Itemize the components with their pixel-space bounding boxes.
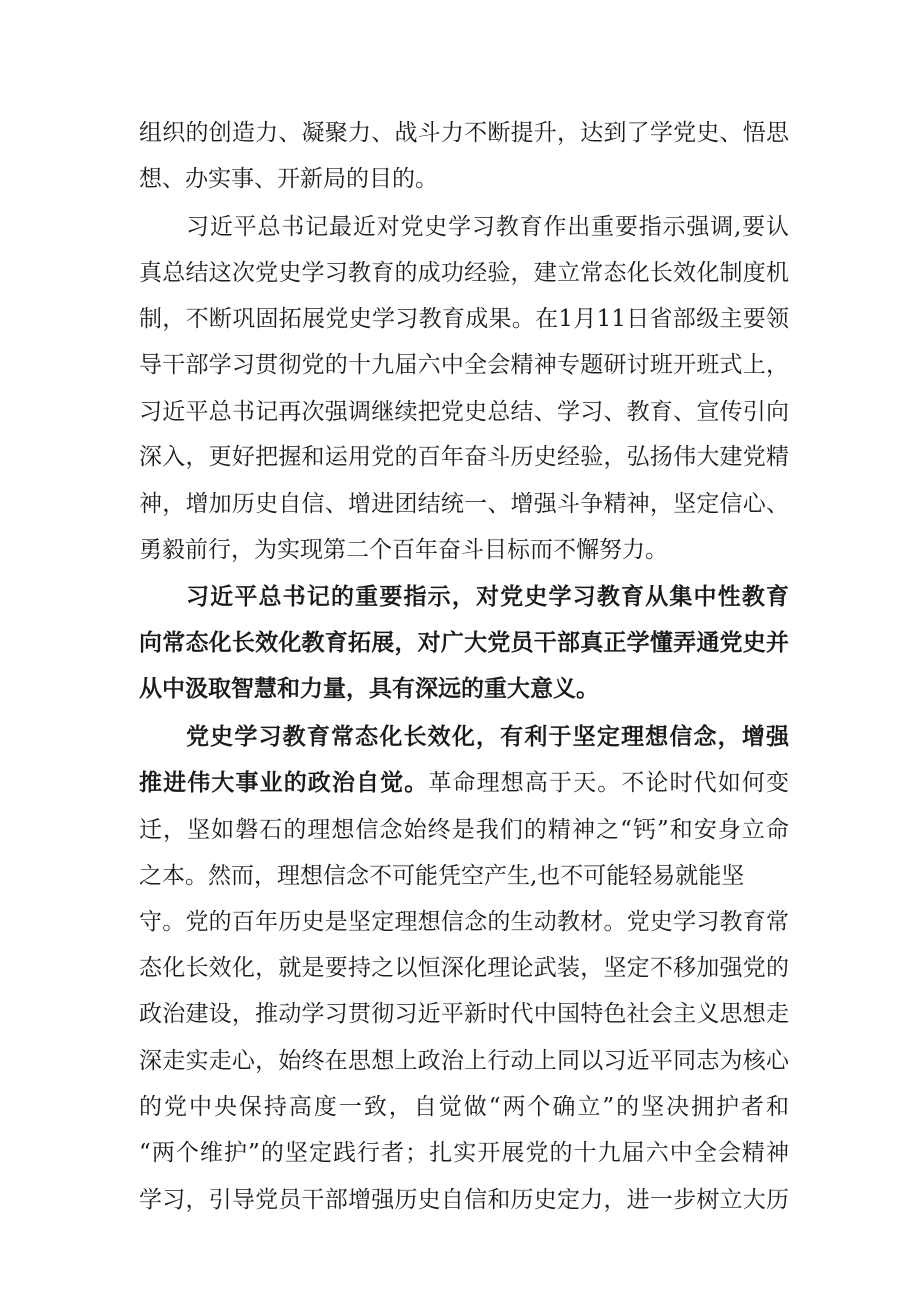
text-line: 深走实走心，始终在思想上政治上行动上同以习近平同志为核心 bbox=[139, 1048, 789, 1074]
text-line: 深入，更好把握和运用党的百年奋斗历史经验，弘扬伟大建党精 bbox=[139, 444, 789, 470]
bold-lead-phrase: 推进伟大事业的政治自觉。 bbox=[139, 770, 429, 796]
text-line: 的党中央保持高度一致，自觉做“两个确立”的坚决拥护者和 bbox=[139, 1094, 789, 1120]
text-line-mixed bbox=[139, 768, 789, 798]
text-run: 革命理想高于天。不论时代如何变 bbox=[428, 770, 790, 796]
text-line: 习近平总书记最近对党史学习教育作出重要指示强调,要认 bbox=[186, 214, 789, 240]
text-line: 组织的创造力、凝聚力、战斗力不断提升，达到了学党史、悟思 bbox=[139, 120, 789, 146]
text-line: 神，增加历史自信、增进团结统一、增强斗争精神，坚定信心、 bbox=[139, 491, 789, 517]
text-line-bold: 向常态化长效化教育拓展，对广大党员干部真正学懂弄通党史并 bbox=[139, 630, 789, 656]
text-line: 想、办实事、开新局的目的。 bbox=[139, 166, 438, 192]
text-line: “两个维护”的坚定践行者；扎实开展党的十九届六中全会精神 bbox=[139, 1140, 789, 1166]
text-line: 勇毅前行，为实现第二个百年奋斗目标而不懈努力。 bbox=[139, 537, 668, 563]
text-line: 迁，坚如磐石的理想信念始终是我们的精神之“钙”和安身立命 bbox=[139, 817, 789, 843]
text-line: 制，不断巩固拓展党史学习教育成果。在1月11日省部级主要领 bbox=[139, 306, 789, 332]
text-line: 习近平总书记再次强调继续把党史总结、学习、教育、宣传引向 bbox=[139, 399, 789, 425]
text-line: 真总结这次党史学习教育的成功经验，建立常态化长效化制度机 bbox=[139, 260, 789, 286]
text-line: 之本。然而，理想信念不可能凭空产生,也不可能轻易就能坚 bbox=[139, 863, 745, 889]
text-line: 导干部学习贯彻党的十九届六中全会精神专题研讨班开班式上， bbox=[139, 352, 789, 378]
text-line-bold: 习近平总书记的重要指示，对党史学习教育从集中性教育 bbox=[186, 584, 789, 610]
text-line: 守。党的百年历史是坚定理想信念的生动教材。党史学习教育常 bbox=[139, 909, 789, 935]
text-line: 政治建设，推动学习贯彻习近平新时代中国特色社会主义思想走 bbox=[139, 1001, 789, 1027]
text-line: 态化长效化，就是要持之以恒深化理论武装，坚定不移加强党的 bbox=[139, 955, 789, 981]
text-line: 学习，引导党员干部增强历史自信和历史定力，进一步树立大历 bbox=[139, 1187, 789, 1213]
text-line-bold: 党史学习教育常态化长效化，有利于坚定理想信念，增强 bbox=[186, 724, 789, 750]
text-line-bold: 从中汲取智慧和力量，具有深远的重大意义。 bbox=[139, 676, 599, 702]
